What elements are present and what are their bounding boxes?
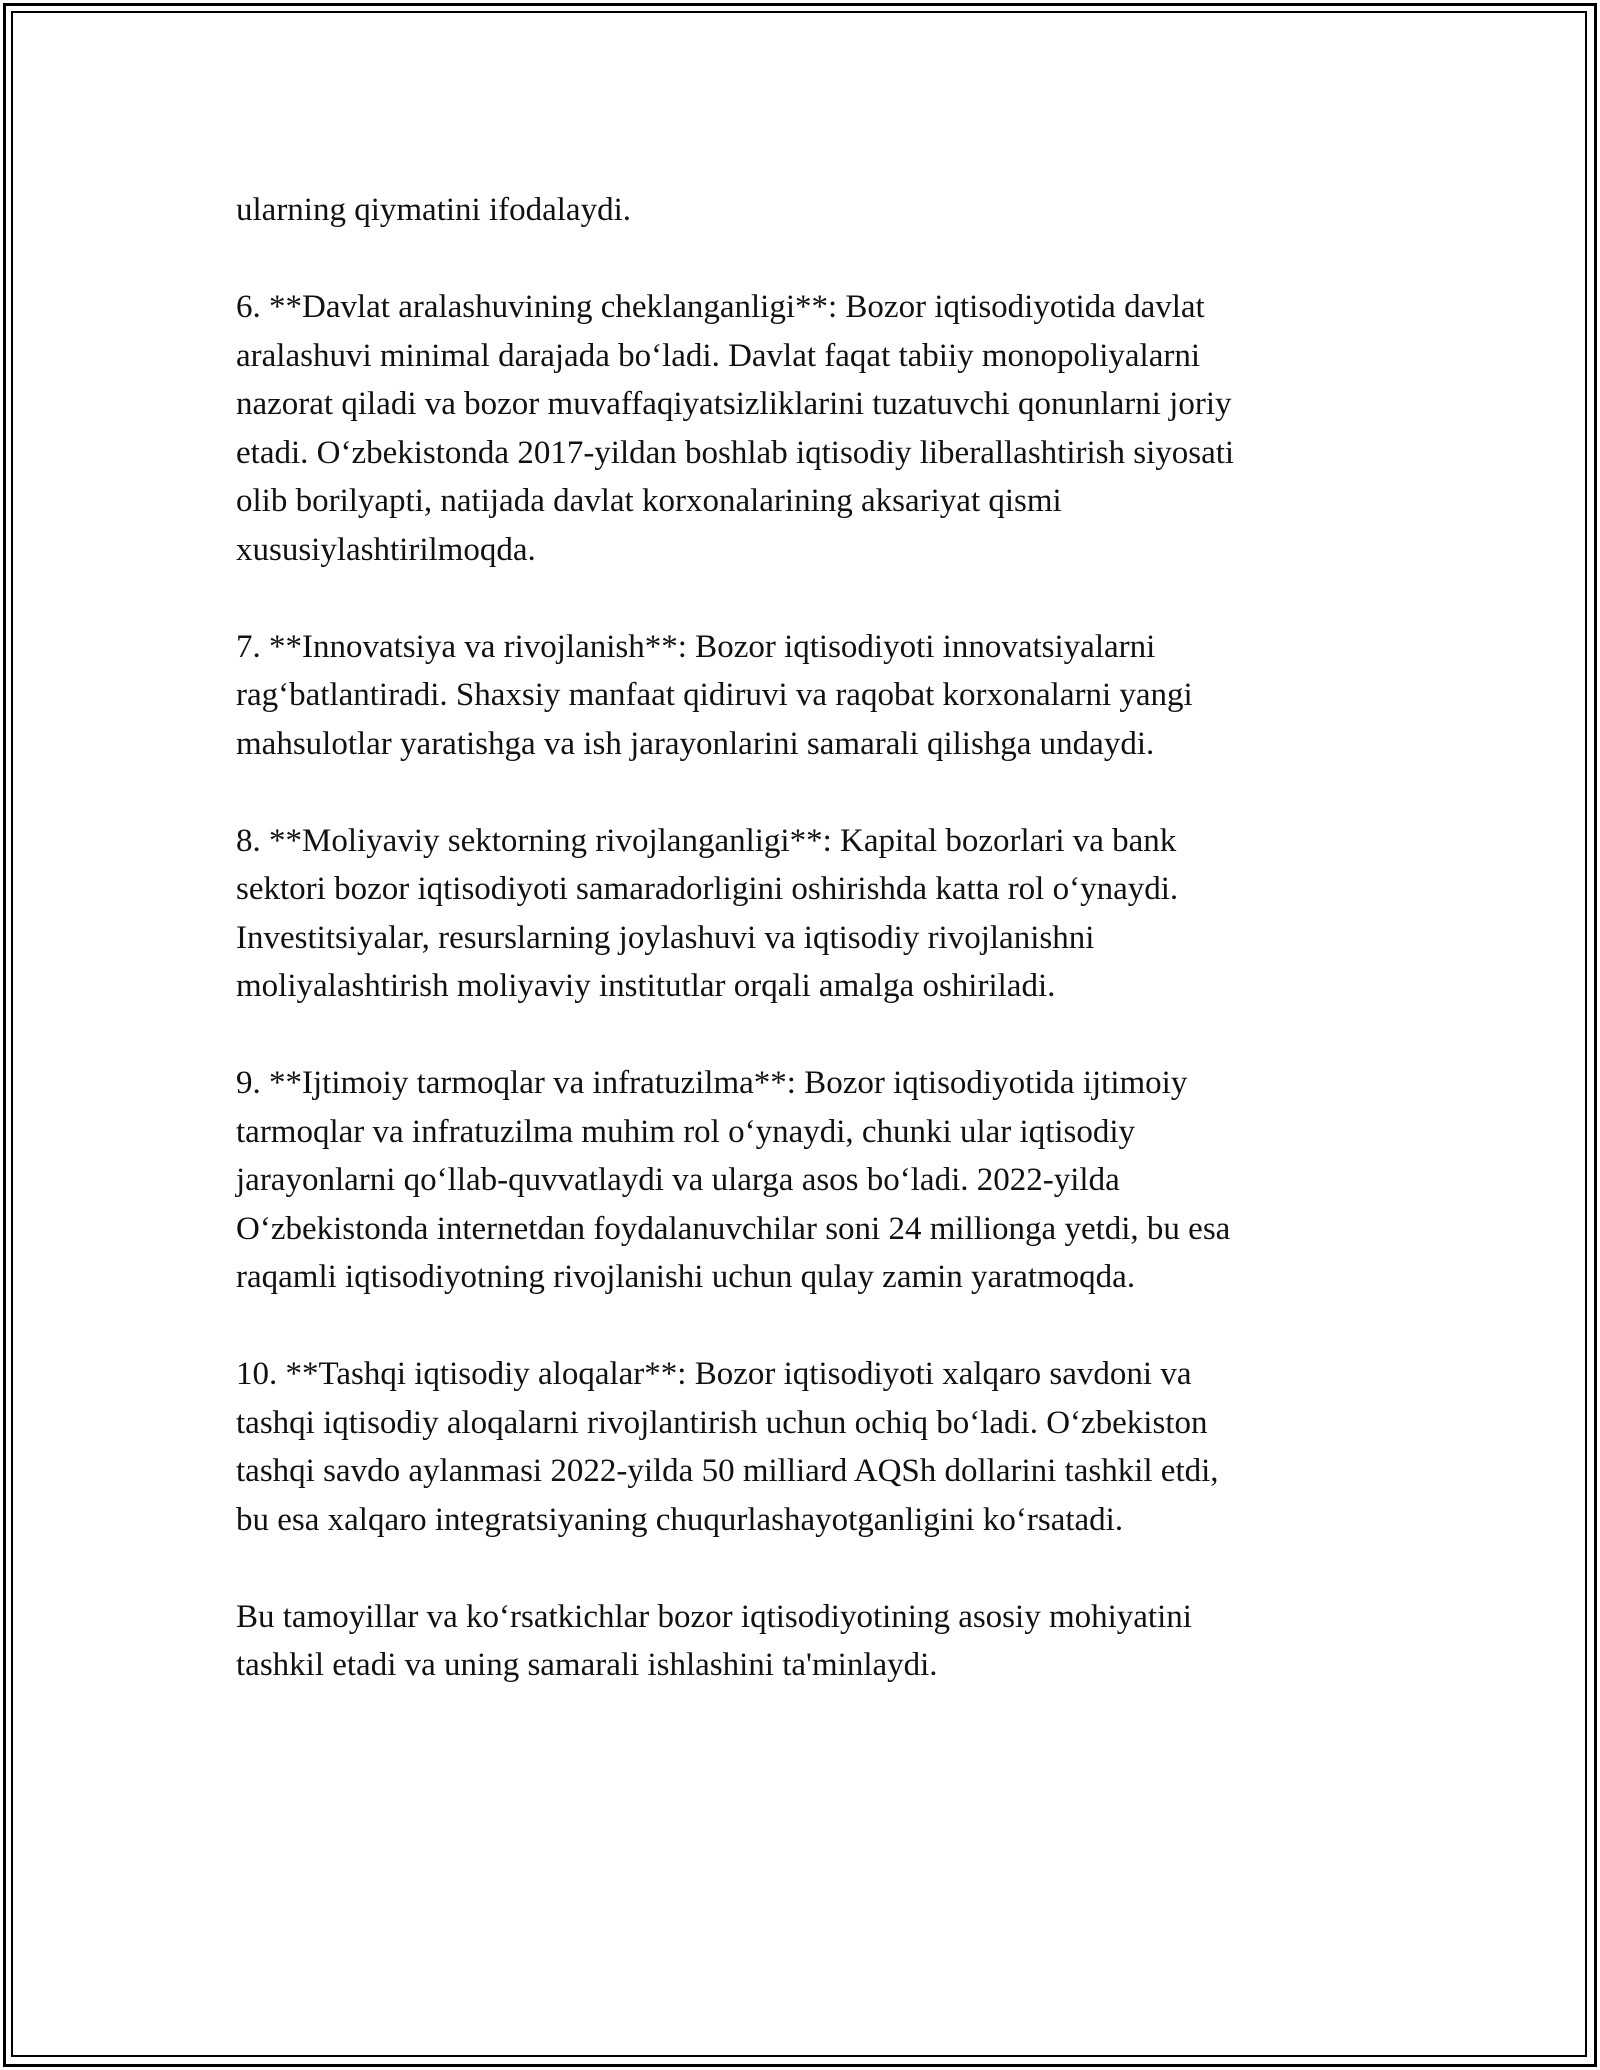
paragraph-item-10: 10. **Tashqi iqtisodiy aloqalar**: Bozor iqtisodiyoti xalqaro savdoni va tashqi iqtisodiy aloqalarni rivojlantirish uchun ochiq bo‘ladi. O‘zbekiston tashqi savdo aylanmasi 2022-yilda 50 milliard AQSh dollarini tashkil etdi, bu esa xalqaro integratsiyaning chuqurlashayotganligini ko‘rsatadi.	[236, 1356, 1219, 1538]
paragraph-continuation: ularning qiymatini ifodalaydi.	[236, 192, 632, 228]
paragraph-conclusion: Bu tamoyillar va ko‘rsatkichlar bozor iqtisodiyotining asosiy mohiyatini tashkil etadi va uning samarali ishlashini ta'minlaydi.	[236, 1598, 1192, 1683]
paragraph-item-9: 9. **Ijtimoiy tarmoqlar va infratuzilma**: Bozor iqtisodiyotida ijtimoiy tarmoqlar va infratuzilma muhim rol o‘ynaydi, chunki ular iqtisodiy jarayonlarni qo‘llab-quvvatlaydi va ularga asos bo‘ladi. 2022-yilda O‘zbekistonda internetdan foydalanuvchilar soni 24 millionga yetdi, bu esa raqamli iqtisodiyotning rivojlanishi uchun qulay zamin yaratmoqda.	[236, 1065, 1231, 1295]
paragraph-item-7: 7. **Innovatsiya va rivojlanish**: Bozor iqtisodiyoti innovatsiyalarni rag‘batlantiradi. Shaxsiy manfaat qidiruvi va raqobat korxonalarni yangi mahsulotlar yaratishga va ish jarayonlarini samarali qilishga undaydi.	[236, 628, 1193, 762]
paragraph-item-8: 8. **Moliyaviy sektorning rivojlanganligi**: Kapital bozorlari va bank sektori bozor iqtisodiyoti samaradorligini oshirishda katta rol o‘ynaydi. Investitsiyalar, resurslarning joylashuvi va iqtisodiy rivojlanishni moliyalashtirish moliyaviy institutlar orqali amalga oshiriladi.	[236, 822, 1179, 1004]
document-body	[236, 186, 1366, 1738]
paragraph-item-6: 6. **Davlat aralashuvining cheklanganligi**: Bozor iqtisodiyotida davlat aralashuvi minimal darajada bo‘ladi. Davlat faqat tabiiy monopoliyalarni nazorat qiladi va bozor muvaffaqiyatsizliklarini tuzatuvchi qonunlarni joriy etadi. O‘zbekistonda 2017-yildan boshlab iqtisodiy liberallashtirish siyosati olib borilyapti, natijada davlat korxonalarining aksariyat qismi xususiylashtirilmoqda.	[236, 289, 1235, 568]
